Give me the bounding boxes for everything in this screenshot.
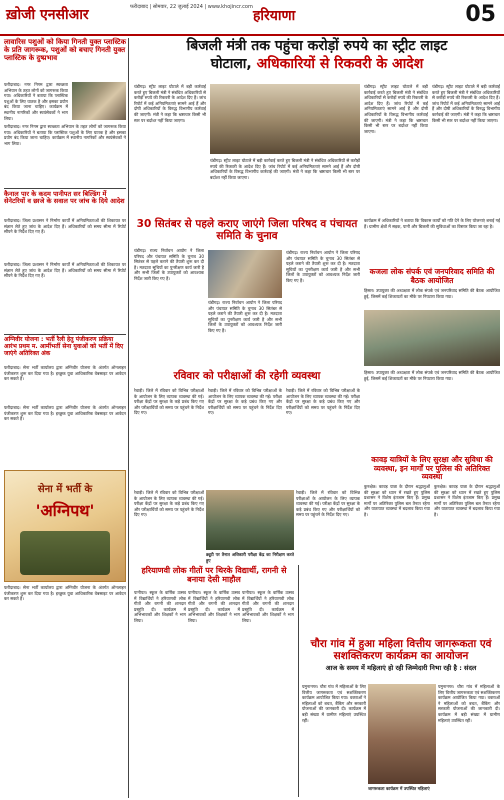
column-divider (128, 38, 129, 798)
women-body: यमुनानगर। चौरा गांव में महिलाओं के लिए वित्तीय जागरूकता एवं सशक्तिकरण कार्यक्रम आयोजित किया गया। वक्ताओं ने महिलाओं को बचत, बैंकिंग और सरकारी योजनाओं की जानकारी दी। कार्यक्रम में बड़ी संख्या में ग्रामीण महिलाएं उपस्थित रहीं। (302, 684, 366, 723)
kajla-headline: कजला लोक संपर्क एवं जनपरिवाद समिति की बैठक आयोजित (369, 267, 495, 285)
story-headline: लावारिस पशुओं को किया गिनती युक्त प्लास्टिक के प्रति जागरूक, पशुओं को बचाए गिनती युक्त प्लास्टिक के दुष्प्रभाव (4, 38, 126, 63)
lead-body-continued: चंडीगढ़। स्ट्रीट लाइट घोटाले में बड़ी कार्रवाई करते हुए बिजली मंत्री ने संबंधित अधिकारियों से करोड़ों रुपये की रिकवरी के आदेश दिए हैं। जांच रिपोर्ट में कई अनियमितताएं सामने आई हैं और दोषी अधिकारियों के विरुद्ध विभागीय कार्रवाई की जाएगी। मंत्री ने कहा कि भ्रष्टाचार किसी भी स्तर पर बर्दाश्त नहीं किया जाएगा। (364, 84, 428, 134)
panchayat-photo (208, 250, 282, 298)
kanwar-body-continued: कुरुक्षेत्र। कावड़ यात्रा के दौरान श्रद्धालुओं की सुरक्षा को ध्यान में रखते हुए पुलिस प्रशासन ने विशेष इंतजाम किए हैं। प्रमुख मार्गों पर अतिरिक्त पुलिस बल तैनात रहेगा और यातायात व्यवस्था में बदलाव किया गया है। (434, 484, 500, 517)
lead-body: चंडीगढ़। स्ट्रीट लाइट घोटाले में बड़ी कार्रवाई करते हुए बिजली मंत्री ने संबंधित अधिकारियों से करोड़ों रुपये की रिकवरी के आदेश दिए हैं। जांच रिपोर्ट में कई अनियमितताएं सामने आई हैं और दोषी अधिकारियों के विरुद्ध विभागीय कार्रवाई की जाएगी। मंत्री ने कहा कि भ्रष्टाचार किसी भी स्तर पर बर्दाश्त नहीं किया जाएगा। (134, 84, 206, 123)
divider (4, 188, 126, 189)
folk-body-continued: पानीपत। स्कूल के वार्षिक उत्सव में विद्यार्थियों ने हरियाणवी लोक गीतों और रागनी की शानदार प्रस्तुति दी। कार्यक्रम में अभिभावकों और शिक्षकों ने भाग लिया। (188, 590, 240, 623)
kajla-body-continued: हिसार। उपायुक्त की अध्यक्षता में लोक संपर्क एवं जनपरिवाद समिति की बैठक आयोजित हुई, जिसमें कई शिकायतों का मौके पर निपटारा किया गया। (364, 370, 500, 381)
lead-photo (210, 84, 360, 154)
sunday-body-continued: रेवाड़ी। जिले में रविवार को विभिन्न परीक्षाओं के आयोजन के लिए व्यापक व्यवस्था की गई। परीक्षा केंद्रों पर सुरक्षा के कड़े प्रबंध किए गए और परीक्षार्थियों को समय पर पहुंचने के निर्देश दिए गए। (286, 388, 360, 416)
photo-caption: ड्यूटी पर तैनात अधिकारी परीक्षा केंद्र का निरीक्षण करते हुए (206, 552, 294, 563)
women-photo (368, 684, 436, 784)
kanwar-headline: कावड़ यात्रियों के लिए सुरक्षा और सुविधा की व्यवस्था, इन मार्गों पर पुलिस की अतिरिक्त व्यवस्था (371, 455, 493, 482)
lead-headline-line2: घोटाला, अधिकारियों से रिकवरी के आदेश (210, 56, 424, 73)
panchayat-body-continued: चंडीगढ़। राज्य निर्वाचन आयोग ने जिला परिषद और पंचायत समिति के चुनाव 30 सितंबर से पहले कराने की तैयारी शुरू कर दी है। मतदाता सूचियों का पुनरीक्षण कार्य जारी है और सभी जिलों के उपायुक्तों को आवश्यक निर्देश जारी किए गए हैं। (286, 250, 360, 283)
story-body: फरीदाबाद। सेना भर्ती कार्यालय द्वारा अग्निवीर योजना के अंतर्गत ऑनलाइन पंजीकरण शुरू कर दिया गया है। इच्छुक युवा आधिकारिक वेबसाइट पर आवेदन कर सकते हैं। (4, 365, 126, 382)
story-canal (4, 191, 126, 206)
sunday-story (134, 370, 360, 382)
photo-caption: जागरूकता कार्यक्रम में उपस्थित महिलाएं (368, 786, 430, 791)
brand-logo: ख़ोजी एनसीआर (6, 7, 89, 23)
story-photo (72, 82, 126, 120)
masthead (0, 0, 504, 36)
women-headline: चौरा गांव में हुआ महिला वित्तीय जागरूकता एवं सशक्तिकरण कार्यक्रम का आयोजन (310, 638, 492, 663)
kanwar-body: कुरुक्षेत्र। कावड़ यात्रा के दौरान श्रद्धालुओं की सुरक्षा को ध्यान में रखते हुए पुलिस प्रशासन ने विशेष इंतजाम किए हैं। प्रमुख मार्गों पर अतिरिक्त पुलिस बल तैनात रहेगा और यातायात व्यवस्था में बदलाव किया गया है। (364, 484, 430, 517)
story-body-continued: फरीदाबाद। सेना भर्ती कार्यालय द्वारा अग्निवीर योजना के अंतर्गत ऑनलाइन पंजीकरण शुरू कर दिया गया है। इच्छुक युवा आधिकारिक वेबसाइट पर आवेदन कर सकते हैं। (4, 585, 126, 602)
kajla-body: हिसार। उपायुक्त की अध्यक्षता में लोक संपर्क एवं जनपरिवाद समिति की बैठक आयोजित हुई, जिसमें कई शिकायतों का मौके पर निपटारा किया गया। (364, 288, 500, 299)
story-headline: कैनाल पार के कदम पानीपत सर बिल्डिंग में सेनेटरियों व छाजे के सवाल पर जांच के दिये आदेश (4, 190, 125, 206)
story-body: फरीदाबाद। जिला प्रशासन ने निर्माण कार्यों में अनियमितताओं की शिकायत पर संज्ञान लेते हुए जांच के आदेश दिए हैं। अधिकारियों को समय सीमा में रिपोर्ट सौंपने के निर्देश दिए गए हैं। (4, 218, 126, 235)
story-body: फरीदाबाद। नगर निगम द्वारा स्वच्छता अभियान के तहत लोगों को जागरूक किया गया। अधिकारियों ने बताया कि प्लास्टिक पशुओं के लिए घातक है और इसका प्रयोग बंद किया जाना चाहिए। कार्यक्रम में स्थानीय नागरिकों और स्वयंसेवकों ने भाग लिया। (4, 82, 68, 121)
story-body-continued: फरीदाबाद। नगर निगम द्वारा स्वच्छता अभियान के तहत लोगों को जागरूक किया गया। अधिकारियों ने बताया कि प्लास्टिक पशुओं के लिए घातक है और इसका प्रयोग बंद किया जाना चाहिए। कार्यक्रम में स्थानीय नागरिकों और स्वयंसेवकों ने भाग लिया। (4, 124, 126, 146)
panchayat-headline: 30 सितंबर से पहले कराए जाएंगे जिला परिषद व पंचायत समिति के चुनाव (136, 218, 358, 243)
ad-line2: 'अग्निपथ' (35, 501, 95, 520)
sunday-body-continued: रेवाड़ी। जिले में रविवार को विभिन्न परीक्षाओं के आयोजन के लिए व्यापक व्यवस्था की गई। परीक्षा केंद्रों पर सुरक्षा के कड़े प्रबंध किए गए और परीक्षार्थियों को समय पर पहुंचने के निर्देश दिए गए। (134, 490, 204, 518)
sunday-headline: रविवार को परीक्षाओं की रहेगी व्यवस्था (173, 370, 321, 382)
lead-headline-line1: बिजली मंत्री तक पहुंचा करोड़ों रुपये का स्ट्रीट लाइट (186, 38, 448, 54)
lead-body-continued: चंडीगढ़। स्ट्रीट लाइट घोटाले में बड़ी कार्रवाई करते हुए बिजली मंत्री ने संबंधित अधिकारियों से करोड़ों रुपये की रिकवरी के आदेश दिए हैं। जांच रिपोर्ट में कई अनियमितताएं सामने आई हैं और दोषी अधिकारियों के विरुद्ध विभागीय कार्रवाई की जाएगी। मंत्री ने कहा कि भ्रष्टाचार किसी भी स्तर पर बर्दाश्त नहीं किया जाएगा। (432, 84, 500, 123)
folk-body-continued: पानीपत। स्कूल के वार्षिक उत्सव में विद्यार्थियों ने हरियाणवी लोक गीतों और रागनी की शानदार प्रस्तुति दी। कार्यक्रम में अभिभावकों और शिक्षकों ने भाग लिया। (242, 590, 294, 623)
column-divider (298, 565, 299, 797)
folk-story (134, 566, 294, 584)
sunday-body-continued: रेवाड़ी। जिले में रविवार को विभिन्न परीक्षाओं के आयोजन के लिए व्यापक व्यवस्था की गई। परीक्षा केंद्रों पर सुरक्षा के कड़े प्रबंध किए गए और परीक्षार्थियों को समय पर पहुंचने के निर्देश दिए गए। (296, 490, 360, 518)
folk-body: पानीपत। स्कूल के वार्षिक उत्सव में विद्यार्थियों ने हरियाणवी लोक गीतों और रागनी की शानदार प्रस्तुति दी। कार्यक्रम में अभिभावकों और शिक्षकों ने भाग लिया। (134, 590, 186, 623)
dateline: फरीदाबाद | सोमवार, 22 जुलाई 2024 | www.khojincr.com (130, 4, 253, 10)
panchayat-story (134, 218, 360, 242)
advertisement (4, 470, 126, 582)
story-body-continued: फरीदाबाद। सेना भर्ती कार्यालय द्वारा अग्निवीर योजना के अंतर्गत ऑनलाइन पंजीकरण शुरू कर दिया गया है। इच्छुक युवा आधिकारिक वेबसाइट पर आवेदन कर सकते हैं। (4, 405, 126, 422)
kajla-story (364, 268, 500, 285)
panchayat-body: चंडीगढ़। राज्य निर्वाचन आयोग ने जिला परिषद और पंचायत समिति के चुनाव 30 सितंबर से पहले कराने की तैयारी शुरू कर दी है। मतदाता सूचियों का पुनरीक्षण कार्य जारी है और सभी जिलों के उपायुक्तों को आवश्यक निर्देश जारी किए गए हैं। (134, 248, 204, 281)
women-subhead: आज के समय में महिलाएं हो रही जिम्मेदारी निभा रही है : संदल (325, 664, 477, 673)
story-body-continued: फरीदाबाद। जिला प्रशासन ने निर्माण कार्यों में अनियमितताओं की शिकायत पर संज्ञान लेते हुए जांच के आदेश दिए हैं। अधिकारियों को समय सीमा में रिपोर्ट सौंपने के निर्देश दिए गए हैं। (4, 262, 126, 279)
soldiers-image (20, 531, 110, 575)
page-number: 05 (465, 2, 496, 27)
lead-story (134, 38, 500, 72)
ad-line1: सेना में भर्ती के (37, 484, 93, 495)
story-headline: अग्निवीर योजना : भर्ती रैली हेतु पंजीकरण प्रक्रिया आरंभ प्रथम म. आर्मीभर्ती सेना युवाओं को भर्ती में दिए जाएंगे अतिरिक्त अंक (4, 336, 124, 357)
lead-body-continued: चंडीगढ़। स्ट्रीट लाइट घोटाले में बड़ी कार्रवाई करते हुए बिजली मंत्री ने संबंधित अधिकारियों से करोड़ों रुपये की रिकवरी के आदेश दिए हैं। जांच रिपोर्ट में कई अनियमितताएं सामने आई हैं और दोषी अधिकारियों के विरुद्ध विभागीय कार्रवाई की जाएगी। मंत्री ने कहा कि भ्रष्टाचार किसी भी स्तर पर बर्दाश्त नहीं किया जाएगा। (210, 158, 360, 180)
kajla-photo (364, 310, 500, 366)
panchayat-body-continued: चंडीगढ़। राज्य निर्वाचन आयोग ने जिला परिषद और पंचायत समिति के चुनाव 30 सितंबर से पहले कराने की तैयारी शुरू कर दी है। मतदाता सूचियों का पुनरीक्षण कार्य जारी है और सभी जिलों के उपायुक्तों को आवश्यक निर्देश जारी किए गए हैं। (208, 300, 282, 333)
folk-headline: हरियाणवी लोक गीतों पर थिरके विद्यार्थी, रागनी से बनाया देसी माहौल (141, 566, 287, 585)
right-column-text: कार्यक्रम में अधिकारियों ने बताया कि विकास कार्यों को गति देने के लिए योजनाएं बनाई गई हैं। ग्रामीण क्षेत्रों में सड़क, पानी और बिजली की सुविधाओं का विस्तार किया जा रहा है। (364, 218, 500, 229)
sunday-photo (206, 490, 294, 550)
section-title: हरियाणा (253, 8, 296, 24)
story-agniveer (4, 337, 126, 358)
women-story (302, 638, 500, 673)
lead-headline-highlight: अधिकारियों से रिकवरी के आदेश (256, 56, 424, 73)
story-plastic (4, 38, 126, 62)
sunday-body-continued: रेवाड़ी। जिले में रविवार को विभिन्न परीक्षाओं के आयोजन के लिए व्यापक व्यवस्था की गई। परीक्षा केंद्रों पर सुरक्षा के कड़े प्रबंध किए गए और परीक्षार्थियों को समय पर पहुंचने के निर्देश दिए गए। (208, 388, 282, 416)
women-body-continued: यमुनानगर। चौरा गांव में महिलाओं के लिए वित्तीय जागरूकता एवं सशक्तिकरण कार्यक्रम आयोजित किया गया। वक्ताओं ने महिलाओं को बचत, बैंकिंग और सरकारी योजनाओं की जानकारी दी। कार्यक्रम में बड़ी संख्या में ग्रामीण महिलाएं उपस्थित रहीं। (438, 684, 500, 723)
kanwar-story (364, 456, 500, 482)
sunday-body: रेवाड़ी। जिले में रविवार को विभिन्न परीक्षाओं के आयोजन के लिए व्यापक व्यवस्था की गई। परीक्षा केंद्रों पर सुरक्षा के कड़े प्रबंध किए गए और परीक्षार्थियों को समय पर पहुंचने के निर्देश दिए गए। (134, 388, 204, 416)
divider (4, 334, 126, 335)
